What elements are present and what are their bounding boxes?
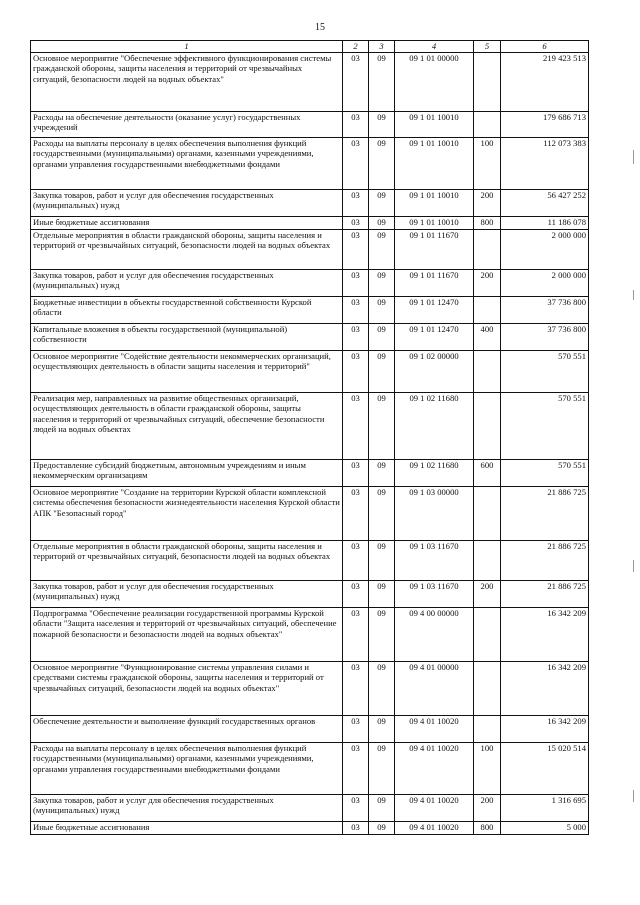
row-amount-cell: 37 736 800 [501, 297, 589, 324]
row-target-article-cell: 09 1 01 00000 [395, 53, 474, 112]
row-name-cell: Расходы на выплаты персоналу в целях обеспечения выполнения функций государственными (муниципальными) органами, казенными учреждениями, органами управления государственными внебюджетными фондами [31, 138, 343, 190]
row-name-cell: Закупка товаров, работ и услуг для обеспечения государственных (муниципальных) нужд [31, 581, 343, 608]
row-name-cell: Обеспечение деятельности и выполнение функций государственных органов [31, 716, 343, 743]
row-amount-cell: 21 886 725 [501, 581, 589, 608]
row-section-cell: 03 [343, 297, 369, 324]
row-subsection-cell: 09 [369, 270, 395, 297]
row-section-cell: 03 [343, 662, 369, 716]
row-name-cell: Закупка товаров, работ и услуг для обеспечения государственных (муниципальных) нужд [31, 270, 343, 297]
row-name-cell: Подпрограмма "Обеспечение реализации государственной программы Курской области "Защита населения и территорий от чрезвычайных ситуаций, обеспечение пожарной безопасности и безопасности людей на водных объектах" [31, 608, 343, 662]
row-section-cell: 03 [343, 743, 369, 795]
row-expense-type-cell: 400 [474, 324, 501, 351]
row-expense-type-cell: 200 [474, 581, 501, 608]
row-subsection-cell: 09 [369, 351, 395, 393]
row-name-cell: Бюджетные инвестиции в объекты государственной собственности Курской области [31, 297, 343, 324]
table-row [31, 297, 589, 324]
header-cell-subsection: 3 [369, 41, 395, 53]
row-amount-cell: 570 551 [501, 351, 589, 393]
row-expense-type-cell: 100 [474, 138, 501, 190]
row-target-article-cell: 09 4 01 10020 [395, 743, 474, 795]
row-expense-type-cell [474, 716, 501, 743]
row-name-cell: Иные бюджетные ассигнования [31, 822, 343, 835]
row-name-cell: Закупка товаров, работ и услуг для обеспечения государственных (муниципальных) нужд [31, 190, 343, 217]
scan-edge-mark [633, 150, 634, 164]
row-target-article-cell: 09 1 01 12470 [395, 324, 474, 351]
row-target-article-cell: 09 1 01 11670 [395, 270, 474, 297]
row-name-cell: Предоставление субсидий бюджетным, автономным учреждениям и иным некоммерческим организациям [31, 460, 343, 487]
row-amount-cell: 219 423 513 [501, 53, 589, 112]
row-subsection-cell: 09 [369, 190, 395, 217]
row-amount-cell: 2 000 000 [501, 270, 589, 297]
row-amount-cell: 2 000 000 [501, 230, 589, 270]
row-target-article-cell: 09 1 01 10010 [395, 112, 474, 138]
row-name-cell: Капитальные вложения в объекты государственной (муниципальной) собственности [31, 324, 343, 351]
row-subsection-cell: 09 [369, 541, 395, 581]
row-subsection-cell: 09 [369, 795, 395, 822]
row-subsection-cell: 09 [369, 297, 395, 324]
row-amount-cell: 56 427 252 [501, 190, 589, 217]
row-amount-cell: 15 020 514 [501, 743, 589, 795]
table-row [31, 487, 589, 541]
row-expense-type-cell [474, 112, 501, 138]
table-body [31, 53, 589, 835]
row-target-article-cell: 09 1 01 10010 [395, 217, 474, 230]
row-section-cell: 03 [343, 822, 369, 835]
row-amount-cell: 570 551 [501, 393, 589, 460]
row-subsection-cell: 09 [369, 460, 395, 487]
row-amount-cell: 570 551 [501, 460, 589, 487]
row-name-cell: Реализация мер, направленных на развитие общественных организаций, осуществляющих деятельность в области гражданской обороны, защиты населения и территорий от чрезвычайных ситуаций, обеспечение безопасности людей на водных объектах [31, 393, 343, 460]
row-expense-type-cell [474, 53, 501, 112]
row-target-article-cell: 09 1 02 11680 [395, 393, 474, 460]
row-section-cell: 03 [343, 270, 369, 297]
row-expense-type-cell [474, 608, 501, 662]
table-row [31, 541, 589, 581]
scan-edge-mark [633, 560, 634, 572]
row-expense-type-cell [474, 487, 501, 541]
row-subsection-cell: 09 [369, 53, 395, 112]
row-target-article-cell: 09 1 01 10010 [395, 138, 474, 190]
row-amount-cell: 21 886 725 [501, 487, 589, 541]
row-name-cell: Расходы на выплаты персоналу в целях обеспечения выполнения функций государственными (муниципальными) органами, казенными учреждениями, органами управления государственными внебюджетными фондами [31, 743, 343, 795]
table-row [31, 608, 589, 662]
row-expense-type-cell: 600 [474, 460, 501, 487]
table-row [31, 822, 589, 835]
row-section-cell: 03 [343, 716, 369, 743]
header-cell-target-article: 4 [395, 41, 474, 53]
table-row [31, 217, 589, 230]
row-subsection-cell: 09 [369, 581, 395, 608]
row-subsection-cell: 09 [369, 608, 395, 662]
row-expense-type-cell: 800 [474, 217, 501, 230]
row-subsection-cell: 09 [369, 743, 395, 795]
row-target-article-cell: 09 4 01 10020 [395, 795, 474, 822]
row-target-article-cell: 09 1 03 00000 [395, 487, 474, 541]
row-expense-type-cell: 200 [474, 795, 501, 822]
row-expense-type-cell [474, 351, 501, 393]
row-target-article-cell: 09 1 02 00000 [395, 351, 474, 393]
row-section-cell: 03 [343, 795, 369, 822]
row-name-cell: Расходы на обеспечение деятельности (оказание услуг) государственных учреждений [31, 112, 343, 138]
row-expense-type-cell: 200 [474, 270, 501, 297]
scan-edge-mark [633, 790, 634, 802]
row-subsection-cell: 09 [369, 393, 395, 460]
row-amount-cell: 21 886 725 [501, 541, 589, 581]
row-subsection-cell: 09 [369, 217, 395, 230]
row-expense-type-cell: 200 [474, 190, 501, 217]
row-section-cell: 03 [343, 351, 369, 393]
row-subsection-cell: 09 [369, 662, 395, 716]
row-amount-cell: 179 686 713 [501, 112, 589, 138]
table-row [31, 112, 589, 138]
row-section-cell: 03 [343, 324, 369, 351]
row-section-cell: 03 [343, 230, 369, 270]
row-target-article-cell: 09 1 01 10010 [395, 190, 474, 217]
row-target-article-cell: 09 4 01 00000 [395, 662, 474, 716]
row-amount-cell: 1 316 695 [501, 795, 589, 822]
row-section-cell: 03 [343, 217, 369, 230]
row-target-article-cell: 09 1 01 11670 [395, 230, 474, 270]
row-name-cell: Основное мероприятие "Создание на территории Курской области комплексной системы обеспечения безопасности жизнедеятельности населения Курской области АПК "Безопасный город" [31, 487, 343, 541]
table-row [31, 138, 589, 190]
row-expense-type-cell: 800 [474, 822, 501, 835]
header-cell-amount: 6 [501, 41, 589, 53]
row-section-cell: 03 [343, 581, 369, 608]
row-subsection-cell: 09 [369, 138, 395, 190]
row-subsection-cell: 09 [369, 487, 395, 541]
row-subsection-cell: 09 [369, 112, 395, 138]
table-row [31, 716, 589, 743]
table-row [31, 324, 589, 351]
row-target-article-cell: 09 1 03 11670 [395, 581, 474, 608]
row-amount-cell: 16 342 209 [501, 716, 589, 743]
header-row [31, 41, 589, 53]
row-section-cell: 03 [343, 53, 369, 112]
table-row [31, 393, 589, 460]
header-cell-expense-type: 5 [474, 41, 501, 53]
table-row [31, 581, 589, 608]
row-section-cell: 03 [343, 190, 369, 217]
row-target-article-cell: 09 4 01 10020 [395, 822, 474, 835]
row-section-cell: 03 [343, 487, 369, 541]
header-cell-section: 2 [343, 41, 369, 53]
table-row [31, 351, 589, 393]
table-row [31, 270, 589, 297]
row-target-article-cell: 09 1 03 11670 [395, 541, 474, 581]
row-expense-type-cell [474, 393, 501, 460]
table-row [31, 795, 589, 822]
table-row [31, 743, 589, 795]
row-amount-cell: 5 000 [501, 822, 589, 835]
row-section-cell: 03 [343, 460, 369, 487]
row-section-cell: 03 [343, 112, 369, 138]
row-expense-type-cell [474, 541, 501, 581]
row-expense-type-cell: 100 [474, 743, 501, 795]
row-subsection-cell: 09 [369, 324, 395, 351]
row-amount-cell: 16 342 209 [501, 662, 589, 716]
row-subsection-cell: 09 [369, 716, 395, 743]
page-number: 15 [315, 22, 325, 33]
row-amount-cell: 112 073 383 [501, 138, 589, 190]
scan-edge-mark [633, 290, 634, 300]
row-expense-type-cell [474, 230, 501, 270]
row-subsection-cell: 09 [369, 822, 395, 835]
row-subsection-cell: 09 [369, 230, 395, 270]
row-section-cell: 03 [343, 608, 369, 662]
row-amount-cell: 16 342 209 [501, 608, 589, 662]
table-row [31, 53, 589, 112]
row-name-cell: Основное мероприятие "Функционирование системы управления силами и средствами системы гражданской обороны, защиты населения и территорий от чрезвычайных ситуаций, безопасности людей на водных объектах" [31, 662, 343, 716]
row-section-cell: 03 [343, 393, 369, 460]
row-name-cell: Отдельные мероприятия в области гражданской обороны, защиты населения и территорий от чрезвычайных ситуаций, безопасности людей на водных объектах [31, 541, 343, 581]
row-section-cell: 03 [343, 138, 369, 190]
table-row [31, 662, 589, 716]
row-section-cell: 03 [343, 541, 369, 581]
row-target-article-cell: 09 4 00 00000 [395, 608, 474, 662]
row-amount-cell: 37 736 800 [501, 324, 589, 351]
header-cell-name: 1 [31, 41, 343, 53]
row-name-cell: Основное мероприятие "Обеспечение эффективного функционирования системы гражданской обороны, защиты населения и территорий от чрезвычайных ситуаций, безопасности людей на водных объектах" [31, 53, 343, 112]
table-row [31, 190, 589, 217]
row-expense-type-cell [474, 297, 501, 324]
row-amount-cell: 11 186 078 [501, 217, 589, 230]
table-row [31, 460, 589, 487]
row-name-cell: Иные бюджетные ассигнования [31, 217, 343, 230]
budget-table [30, 40, 589, 835]
row-target-article-cell: 09 1 01 12470 [395, 297, 474, 324]
row-name-cell: Отдельные мероприятия в области гражданской обороны, защиты населения и территорий от чрезвычайных ситуаций, безопасности людей на водных объектах [31, 230, 343, 270]
row-name-cell: Закупка товаров, работ и услуг для обеспечения государственных (муниципальных) нужд [31, 795, 343, 822]
row-name-cell: Основное мероприятие "Содействие деятельности некоммерческих организаций, осуществляющих деятельность в области защиты населения и территорий" [31, 351, 343, 393]
table-row [31, 230, 589, 270]
row-target-article-cell: 09 1 02 11680 [395, 460, 474, 487]
row-target-article-cell: 09 4 01 10020 [395, 716, 474, 743]
row-expense-type-cell [474, 662, 501, 716]
